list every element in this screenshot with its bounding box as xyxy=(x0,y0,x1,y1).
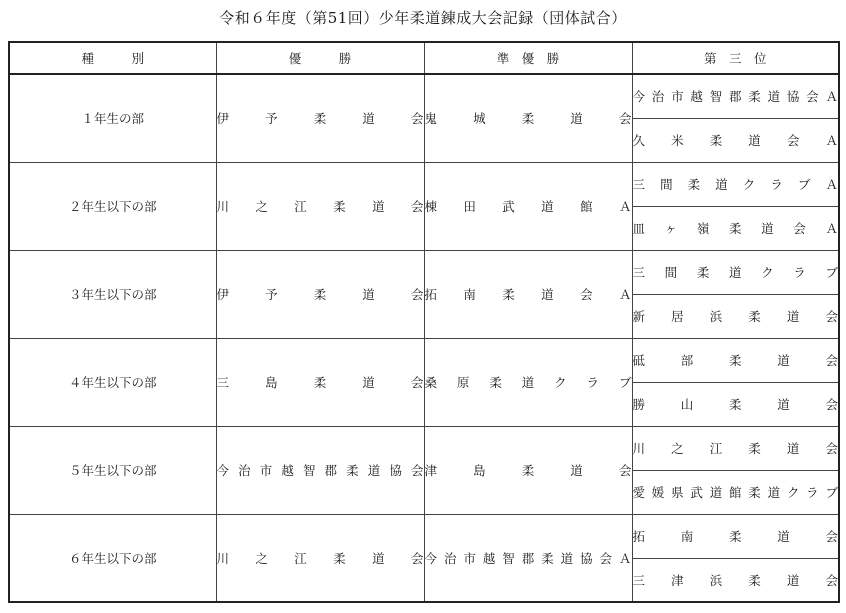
third-place-cell xyxy=(632,514,839,558)
category-cell: ６年生以下の部 xyxy=(9,514,216,602)
category-cell: ５年生以下の部 xyxy=(9,426,216,514)
result-row xyxy=(9,74,839,118)
team-name: 拓 南 柔 道 会 Ａ xyxy=(424,287,632,302)
team-name: 今 治 市 越 智 郡 柔 道 協 会 Ａ xyxy=(424,550,632,566)
third-place-cell xyxy=(632,382,839,426)
document-title: 令和６年度（第51回）少年柔道錬成大会記録（団体試合） xyxy=(219,9,627,27)
team-name: 久 米 柔 道 会 Ａ xyxy=(632,133,838,148)
runner-up-cell xyxy=(424,74,632,162)
team-name: 新 居 浜 柔 道 会 xyxy=(632,309,838,324)
runner-up-cell xyxy=(424,426,632,514)
runner-up-cell xyxy=(424,514,632,602)
runner-up-cell xyxy=(424,162,632,250)
third-place-cell xyxy=(632,558,839,602)
category-cell: ３年生以下の部 xyxy=(9,250,216,338)
category-cell: ２年生以下の部 xyxy=(9,162,216,250)
team-name: 伊 予 柔 道 会 xyxy=(216,287,424,302)
third-place-cell xyxy=(632,426,839,470)
header-runner-up: 準 優 勝 xyxy=(424,42,632,74)
winner-cell xyxy=(216,162,424,250)
winner-cell xyxy=(216,338,424,426)
winner-cell xyxy=(216,250,424,338)
team-name: 川 之 江 柔 道 会 xyxy=(216,550,424,566)
result-row xyxy=(9,250,839,294)
header-category: 種 別 xyxy=(9,42,216,74)
results-table xyxy=(8,41,840,603)
third-place-cell xyxy=(632,294,839,338)
team-name: 川 之 江 柔 道 会 xyxy=(216,199,424,214)
third-place-cell xyxy=(632,206,839,250)
team-name: 鬼 城 柔 道 会 xyxy=(424,111,632,127)
team-name: 川 之 江 柔 道 会 xyxy=(632,441,838,456)
team-name: 三 間 柔 道 ク ラ ブ xyxy=(632,265,838,280)
category-cell: ４年生以下の部 xyxy=(9,338,216,426)
result-row xyxy=(9,426,839,470)
winner-cell xyxy=(216,514,424,602)
team-name: 棟 田 武 道 館 Ａ xyxy=(424,199,632,214)
team-name: 愛 媛 県 武 道 館 柔 道 ク ラ ブ xyxy=(632,485,838,500)
winner-cell xyxy=(216,74,424,162)
winner-cell xyxy=(216,426,424,514)
header-winner: 優 勝 xyxy=(216,42,424,74)
third-place-cell xyxy=(632,250,839,294)
team-name: 三 島 柔 道 会 xyxy=(216,375,424,390)
team-name: 三 間 柔 道 ク ラ ブ Ａ xyxy=(632,177,838,192)
team-name: 拓 南 柔 道 会 xyxy=(632,529,838,544)
team-name: 今 治 市 越 智 郡 柔 道 協 会 xyxy=(216,463,424,478)
team-name: 皿 ヶ 嶺 柔 道 会 Ａ xyxy=(632,221,838,236)
team-name: 勝 山 柔 道 会 xyxy=(632,397,838,412)
team-name: 伊 予 柔 道 会 xyxy=(216,111,424,127)
third-place-cell xyxy=(632,118,839,162)
header-row xyxy=(9,42,839,74)
result-row xyxy=(9,338,839,382)
result-row xyxy=(9,162,839,206)
team-name: 三 津 浜 柔 道 会 xyxy=(632,572,838,588)
third-place-cell xyxy=(632,162,839,206)
header-third-place: 第 三 位 xyxy=(632,42,839,74)
result-row xyxy=(9,514,839,558)
team-name: 津 島 柔 道 会 xyxy=(424,463,632,478)
runner-up-cell xyxy=(424,250,632,338)
team-name: 砥 部 柔 道 会 xyxy=(632,353,838,368)
third-place-cell xyxy=(632,338,839,382)
third-place-cell xyxy=(632,74,839,118)
team-name: 桑 原 柔 道 ク ラ ブ xyxy=(424,375,632,390)
team-name: 今 治 市 越 智 郡 柔 道 協 会 Ａ xyxy=(632,89,838,105)
category-cell: １年生の部 xyxy=(9,74,216,162)
third-place-cell xyxy=(632,470,839,514)
runner-up-cell xyxy=(424,338,632,426)
